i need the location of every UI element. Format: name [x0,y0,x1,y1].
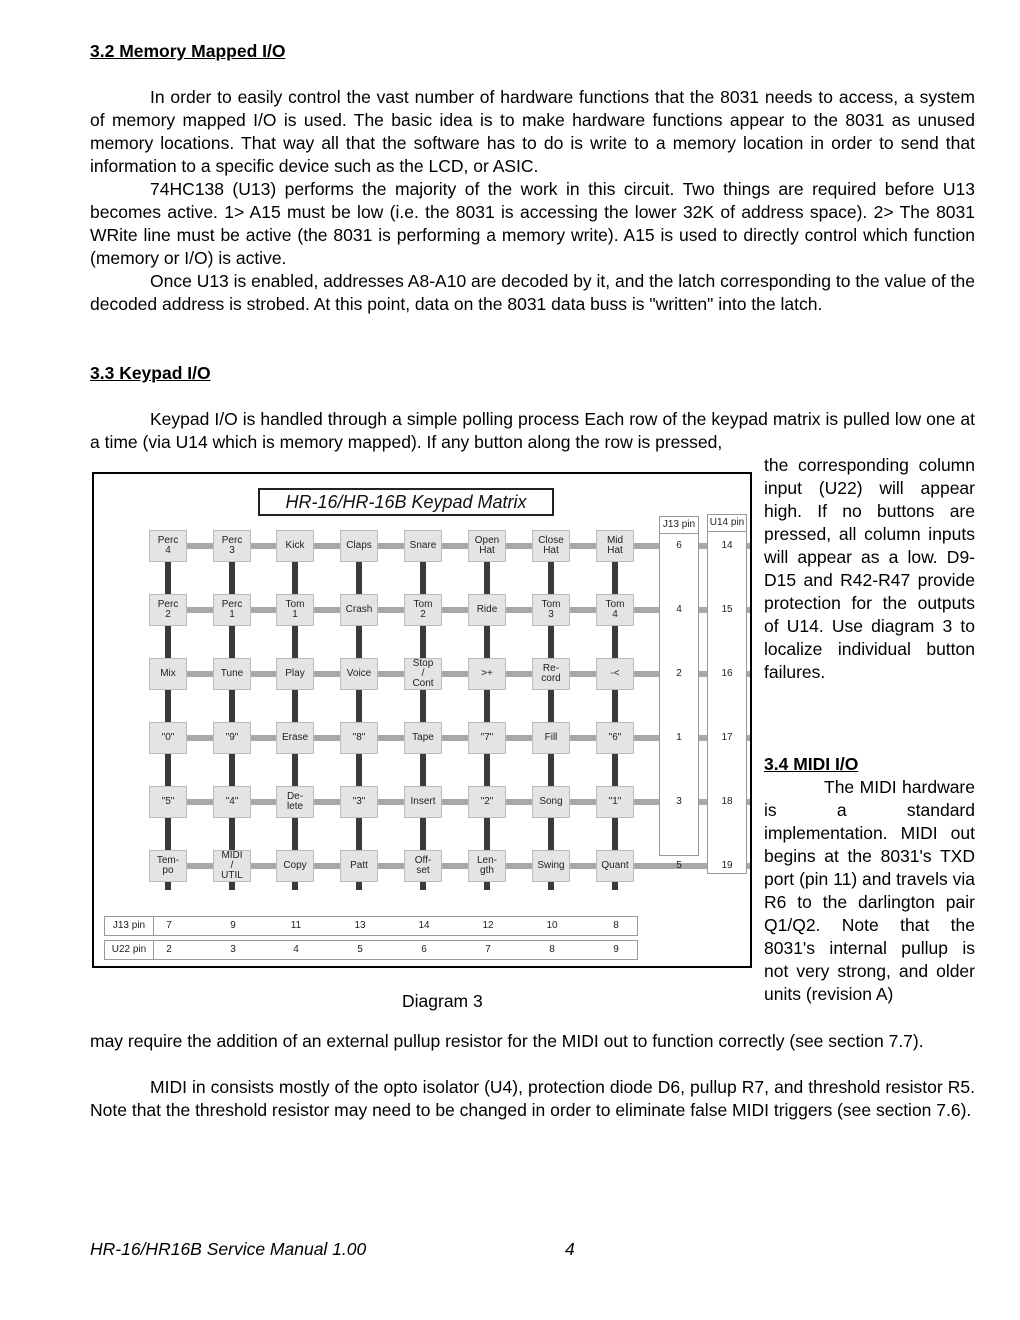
j13-pin-header: J13 pin [660,519,698,534]
pin-row-value: 8 [549,944,555,955]
pin-row [104,916,638,936]
keypad-key: Tom 3 [532,594,570,626]
column-wire [548,534,554,890]
keypad-key: Len- gth [468,850,506,882]
keypad-matrix-diagram [92,472,752,968]
footer-title: HR-16/HR16B Service Manual 1.00 [90,1239,367,1259]
diagram-caption: Diagram 3 [402,991,483,1011]
keypad-key: "2" [468,786,506,818]
keypad-key: Mix [149,658,187,690]
u14-pin-value: 18 [721,796,733,807]
keypad-key: Voice [340,658,378,690]
keypad-key: Mid Hat [596,530,634,562]
u14-pin-value: 16 [721,668,733,679]
u14-pin-value: 19 [721,860,733,871]
keypad-key: Patt [340,850,378,882]
pin-row-value: 2 [166,944,172,955]
keypad-key: Perc 3 [213,530,251,562]
keypad-key: "6" [596,722,634,754]
pin-row-value: 11 [290,920,302,931]
keypad-key: Kick [276,530,314,562]
u14-pin-column [707,514,747,874]
pin-row-value: 13 [354,920,366,931]
pin-row-value: 7 [485,944,491,955]
keypad-key: "4" [213,786,251,818]
pin-row-value: 3 [230,944,236,955]
keypad-key: Tune [213,658,251,690]
keypad-key: Tom 1 [276,594,314,626]
j13-pin-value: 5 [676,860,682,871]
u14-pin-value: 14 [721,540,733,551]
pin-row [104,940,638,960]
column-wire [165,534,171,890]
column-wire [484,534,490,890]
side-paragraph: The MIDI hardware is a standard implementation. MIDI out begins at the 8031's TXD port (pin 11) and travels via R6 to the darlington pair Q1/Q2. Note that the 8031's internal pullup is not very strong, and older units (revision A) [764,777,975,1004]
page-number: 4 [565,1239,575,1259]
keypad-key: Erase [276,722,314,754]
keypad-key: Tape [404,722,442,754]
keypad-key: Off- set [404,850,442,882]
column-wire [420,534,426,890]
j13-pin-value: 1 [676,732,682,743]
column-wire [612,534,618,890]
keypad-key: Tem- po [149,850,187,882]
column-wire [356,534,362,890]
keypad-key: Play [276,658,314,690]
paragraph: MIDI in consists mostly of the opto isolator (U4), protection diode D6, pullup R7, and threshold resistor R5. Note that the threshold resistor may need to be changed in order to eliminate false MIDI triggers (see section 7.6). [90,1077,975,1120]
u14-pin-value: 17 [721,732,733,743]
keypad-key: "5" [149,786,187,818]
pin-row-value: 12 [482,920,494,931]
keypad-key: "9" [213,722,251,754]
column-wire [292,534,298,890]
keypad-key: Perc 2 [149,594,187,626]
pin-row-value: 4 [293,944,299,955]
pin-row-label: U22 pin [105,941,154,959]
paragraph: Keypad I/O is handled through a simple polling process Each row of the keypad matrix is pulled low one at a time (via U14 which is memory mapped). If any button along the row is pressed, [90,409,975,452]
keypad-key: "7" [468,722,506,754]
keypad-key: MIDI / UTIL [213,850,251,882]
keypad-key: Claps [340,530,378,562]
paragraph: may require the addition of an external pullup resistor for the MIDI out to function correctly (see section 7.7). [90,1031,924,1051]
keypad-key: Insert [404,786,442,818]
keypad-key: Ride [468,594,506,626]
keypad-key: >+ [468,658,506,690]
section-heading-3-3: 3.3 Keypad I/O [90,363,211,383]
side-paragraph: the corresponding column input (U22) will appear high. If no buttons are pressed, all column inputs will appear as a low. D9-D15 and R42-R47 provide protection for the outputs of U14. Use diagram 3 to localize individual button failures. [764,455,975,682]
keypad-key: Swing [532,850,570,882]
keypad-key: Tom 2 [404,594,442,626]
keypad-key: "0" [149,722,187,754]
keypad-key: Open Hat [468,530,506,562]
keypad-key: "3" [340,786,378,818]
pin-row-value: 10 [546,920,558,931]
keypad-key: Quant [596,850,634,882]
keypad-key: Song [532,786,570,818]
u14-pin-header: U14 pin [708,517,746,532]
j13-pin-value: 6 [676,540,682,551]
keypad-key: Stop / Cont [404,658,442,690]
pin-row-value: 7 [166,920,172,931]
pin-row-value: 5 [357,944,363,955]
keypad-key: Fill [532,722,570,754]
pin-row-value: 9 [230,920,236,931]
diagram-title: HR-16/HR-16B Keypad Matrix [258,488,554,516]
keypad-key: "8" [340,722,378,754]
pin-row-value: 6 [421,944,427,955]
j13-pin-value: 3 [676,796,682,807]
pin-row-value: 8 [613,920,619,931]
section-heading-3-2: 3.2 Memory Mapped I/O [90,41,286,61]
keypad-key: Perc 4 [149,530,187,562]
keypad-key: Close Hat [532,530,570,562]
keypad-key: "1" [596,786,634,818]
keypad-key: Crash [340,594,378,626]
keypad-key: Snare [404,530,442,562]
j13-pin-value: 4 [676,604,682,615]
keypad-key: Tom 4 [596,594,634,626]
u14-pin-value: 15 [721,604,733,615]
column-wire [229,534,235,890]
keypad-key: De- lete [276,786,314,818]
pin-row-value: 14 [418,920,430,931]
keypad-key: Copy [276,850,314,882]
paragraph: 74HC138 (U13) performs the majority of the work in this circuit. Two things are required before U13 becomes active. 1> A15 must be low (i.e. the 8031 is accessing the lower 32K of address space). 2> The 8031 WRite line must be active (the 8031 is performing a memory write). A15 is used to directly control which function (memory or I/O) is active. [90,179,975,268]
j13-pin-value: 2 [676,668,682,679]
paragraph: Once U13 is enabled, addresses A8-A10 are decoded by it, and the latch corresponding to the value of the decoded address is strobed. At this point, data on the 8031 data buss is "written" into the latch. [90,271,975,314]
paragraph: In order to easily control the vast number of hardware functions that the 8031 needs to access, a system of memory mapped I/O is used. The basic idea is to make hardware functions appear to the 8031 as unused memory locations. That way all that the software has to do is write to a memory location in order to send that information to a specific device such as the LCD, or ASIC. [90,87,975,176]
keypad-key: Re- cord [532,658,570,690]
section-heading-3-4: 3.4 MIDI I/O [764,754,859,774]
pin-row-label: J13 pin [105,917,154,935]
pin-row-value: 9 [613,944,619,955]
keypad-key: Perc 1 [213,594,251,626]
keypad-key: -< [596,658,634,690]
